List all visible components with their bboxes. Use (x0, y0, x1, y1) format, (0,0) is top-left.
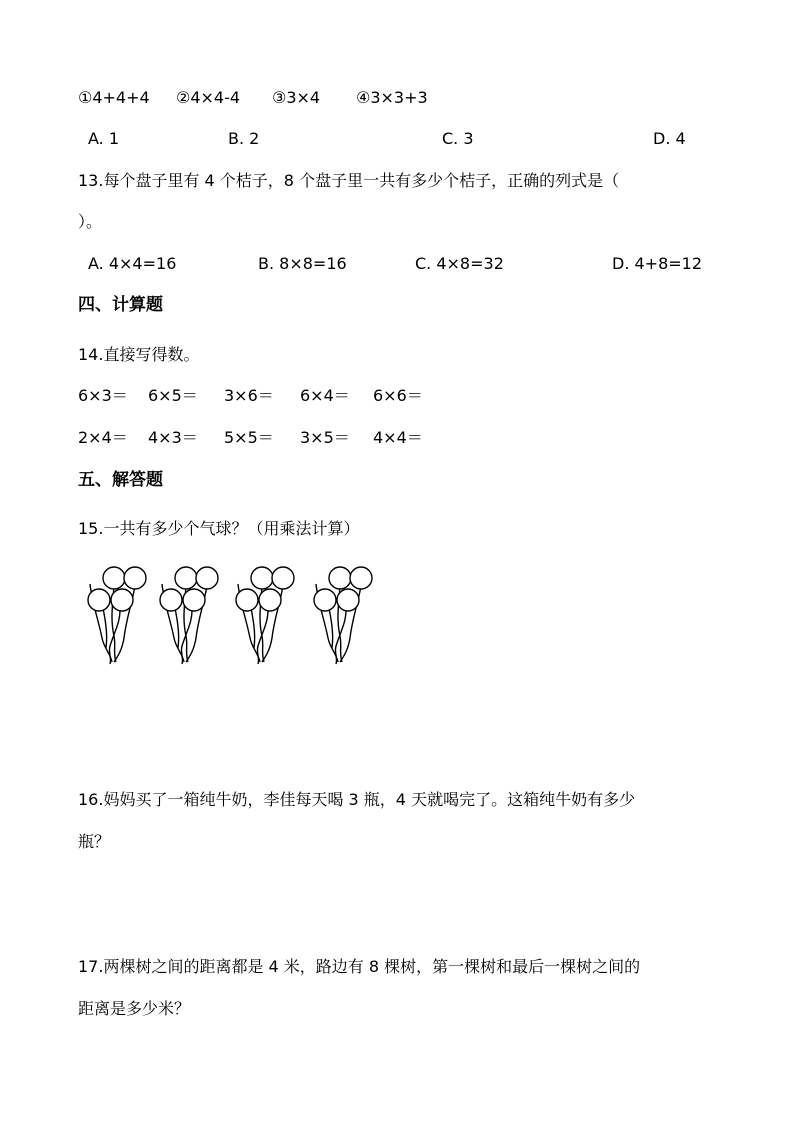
q12-item-3: ③3×4 (272, 88, 321, 107)
q15-text: 15.一共有多少个气球？（用乘法计算） (78, 519, 360, 538)
q14-r1-c1: 6×3＝ (78, 386, 128, 405)
q16-text-line1: 16.妈妈买了一箱纯牛奶，李佳每天喝 3 瓶，4 天就喝完了。这箱纯牛奶有多少 (78, 790, 636, 809)
q14-r1-c4: 6×4＝ (300, 386, 350, 405)
q13-text-line2: ）。 (78, 212, 103, 231)
q12-option-c: C. 3 (442, 129, 474, 148)
balloon-bunch (88, 567, 146, 664)
q12-option-d: D. 4 (653, 129, 686, 148)
q14-r2-c4: 3×5＝ (300, 428, 350, 447)
q14-r2-c1: 2×4＝ (78, 428, 128, 447)
q13-text-line1: 13.每个盘子里有 4 个桔子，8 个盘子里一共有多少个桔子，正确的列式是（ (78, 171, 620, 190)
q13-option-c: C. 4×8=32 (415, 254, 504, 273)
q14-r2-c2: 4×3＝ (148, 428, 198, 447)
q13-option-d: D. 4+8=12 (612, 254, 703, 273)
q17-text-line1: 17.两棵树之间的距离都是 4 米，路边有 8 棵树，第一棵树和最后一棵树之间的 (78, 957, 641, 976)
q12-item-4: ④3×3+3 (356, 88, 428, 107)
q12-item-1: ①4+4+4 (78, 88, 150, 107)
q14-text: 14.直接写得数。 (78, 345, 200, 364)
q17-text-line2: 距离是多少米？ (78, 999, 191, 1018)
q14-r1-c5: 6×6＝ (373, 386, 423, 405)
q13-option-a: A. 4×4=16 (88, 254, 177, 273)
q14-r1-c2: 6×5＝ (148, 386, 198, 405)
q13-option-b: B. 8×8=16 (258, 254, 347, 273)
q12-option-a: A. 1 (88, 129, 120, 148)
q14-r2-c3: 5×5＝ (224, 428, 274, 447)
q12-option-b: B. 2 (228, 129, 260, 148)
q12-item-2: ②4×4-4 (176, 88, 241, 107)
q16-text-line2: 瓶？ (78, 832, 111, 851)
q14-r1-c3: 3×6＝ (224, 386, 274, 405)
section-5-title: 五、解答题 (78, 470, 163, 490)
balloons-illustration (80, 558, 390, 673)
q14-r2-c5: 4×4＝ (373, 428, 423, 447)
section-4-title: 四、计算题 (78, 295, 163, 315)
